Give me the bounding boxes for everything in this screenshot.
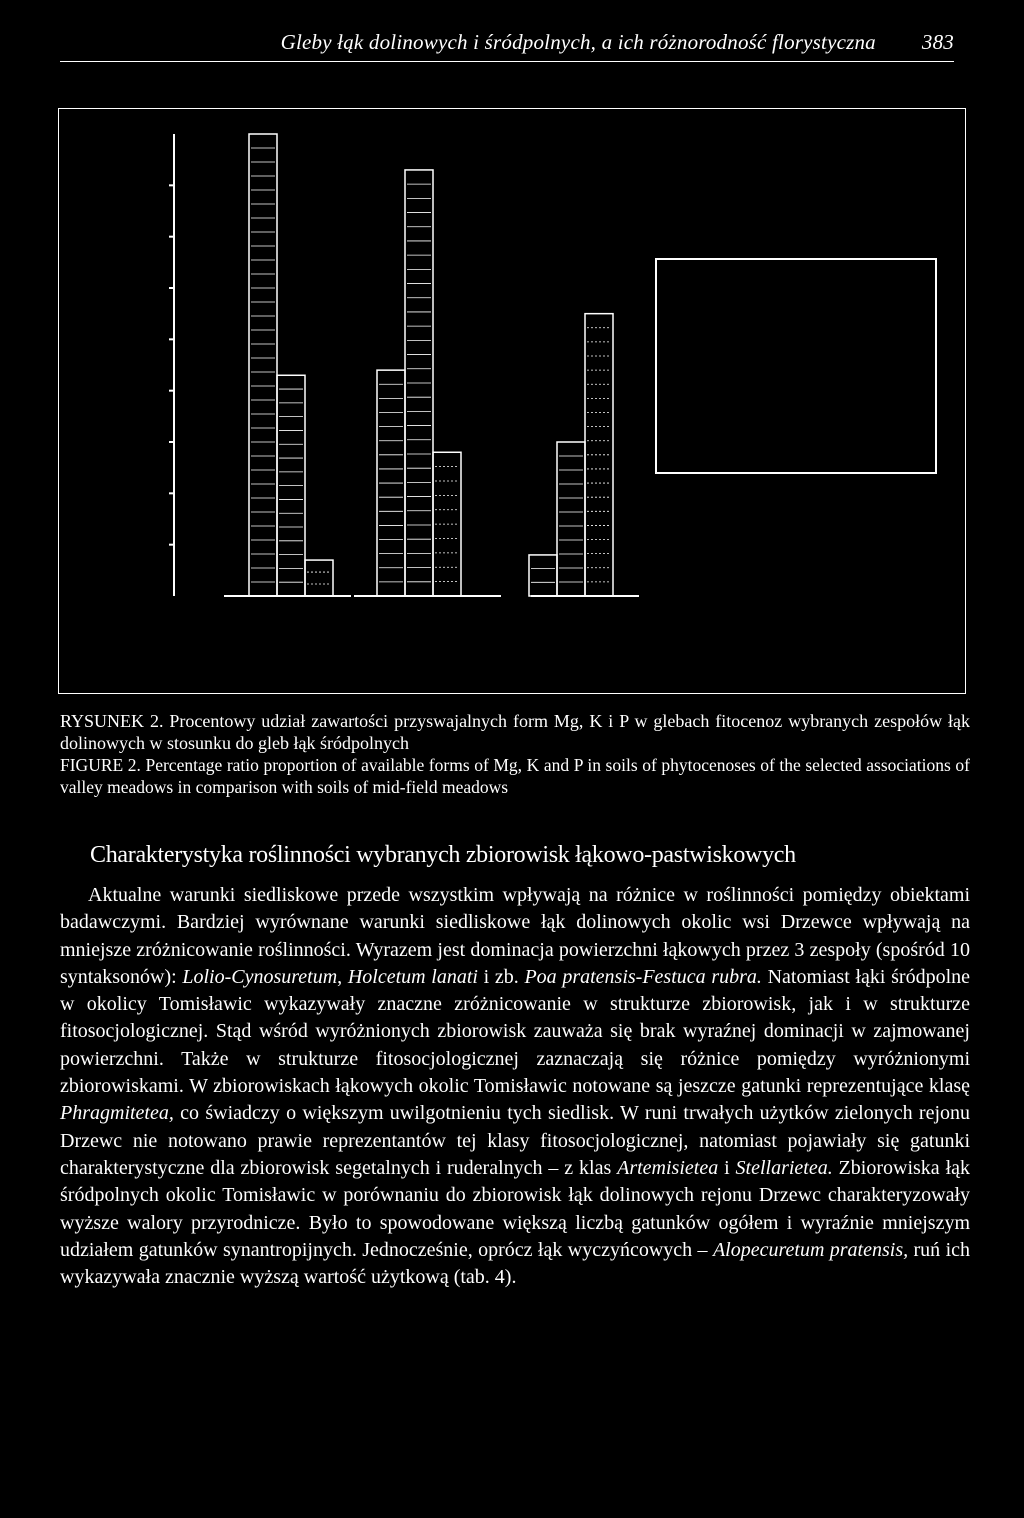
bar bbox=[305, 560, 333, 596]
bar bbox=[557, 442, 585, 596]
figure-frame bbox=[58, 108, 966, 694]
caption-english: FIGURE 2. Percentage ratio proportion of available forms of Mg, K and P in soils of phytocenoses of the selected associations of valley meadows in comparison with soils of mid-field meadows bbox=[60, 755, 970, 797]
bar bbox=[529, 555, 557, 596]
section-heading: Charakterystyka roślinności wybranych zbiorowisk łąkowo-pastwiskowych bbox=[90, 842, 796, 868]
text-run: i zb. bbox=[477, 965, 525, 988]
text-run: , bbox=[337, 965, 348, 988]
body-paragraph bbox=[60, 882, 970, 1291]
taxon-name: Phragmitetea, bbox=[60, 1102, 174, 1125]
page-number: 383 bbox=[921, 30, 954, 54]
text-run: Zbiorowiska łąk śródpolnych okolic Tomisławic w porównaniu do zbiorowisk łąk dolinowych rejonu Drzewc charakteryzowały wyższe walory przyrodnicze. Było to spowodowane większą liczbą gatunków ogółem i wyraźnie mniejszym udziałem gatunków synantropijnych. Jednocześnie, oprócz łąk wyczyńcowych – bbox=[60, 1156, 970, 1261]
legend-box bbox=[656, 259, 936, 473]
caption-polish: RYSUNEK 2. Procentowy udział zawartości przyswajalnych form Mg, K i P w glebach fitocenoz wybranych zespołów łąk dolinowych w stosunku do gleb łąk śródpolnych bbox=[60, 711, 970, 753]
text-run: co świadczy o większym uwilgotnieniu tych siedlisk. W runi trwałych użytków zielonych rejonu Drzewc nie notowano prawie reprezentantów tej klasy fitosocjologicznej, natomiast pojawiały się gatunki charakterystyczne dla zbiorowisk segetalnych i ruderalnych – z klas bbox=[60, 1102, 970, 1179]
taxon-name: Lolio-Cynosuretum bbox=[182, 965, 338, 988]
bar-chart bbox=[59, 109, 965, 693]
taxon-name: Alopecuretum pratensis, bbox=[712, 1238, 909, 1261]
text-run: Natomiast łąki śródpolne w okolicy Tomisławic wykazywały znaczne zróżnicowanie w strukturze zbiorowisk, jak i w strukturze fitosocjologicznej. Stąd wśród wyróżnionych zbiorowisk zauważa się brak wyraźnej dominacji w zajmowanej powierzchni. Także w strukturze fitosocjologicznej zaznaczają się różnice pomiędzy wyróżnionymi zbiorowiskami. W zbiorowiskach łąkowych okolic Tomisławic notowane są jeszcze gatunki reprezentujące klasę bbox=[60, 965, 970, 1098]
bar bbox=[249, 134, 277, 596]
figure-caption bbox=[60, 710, 970, 798]
taxon-name: Artemisietea bbox=[617, 1156, 719, 1179]
text-run: ruń ich wykazywała znacznie wyższą wartość użytkową (tab. 4). bbox=[60, 1238, 971, 1289]
running-title: Gleby łąk dolinowych i śródpolnych, a ich różnorodność florystyczna bbox=[280, 30, 876, 54]
taxon-name: Stellarietea. bbox=[735, 1156, 833, 1179]
text-run: i bbox=[718, 1156, 736, 1179]
text-run: Aktualne warunki siedliskowe przede wszystkim wpływają na różnice w roślinności pomiędzy obiektami badawczymi. Bardziej wyrównane warunki siedliskowe łąk dolinowych okolic wsi Drzewce wpływają na mniejsze zróżnicowanie roślinności. Wyrazem jest dominacja powierzchni łąkowych przez 3 zespoły (spośród 10 syntaksonów): bbox=[60, 884, 970, 988]
taxon-name: Poa pratensis-Festuca rubra. bbox=[524, 965, 762, 988]
running-header bbox=[60, 30, 954, 62]
taxon-name: Holcetum lanati bbox=[347, 965, 478, 988]
